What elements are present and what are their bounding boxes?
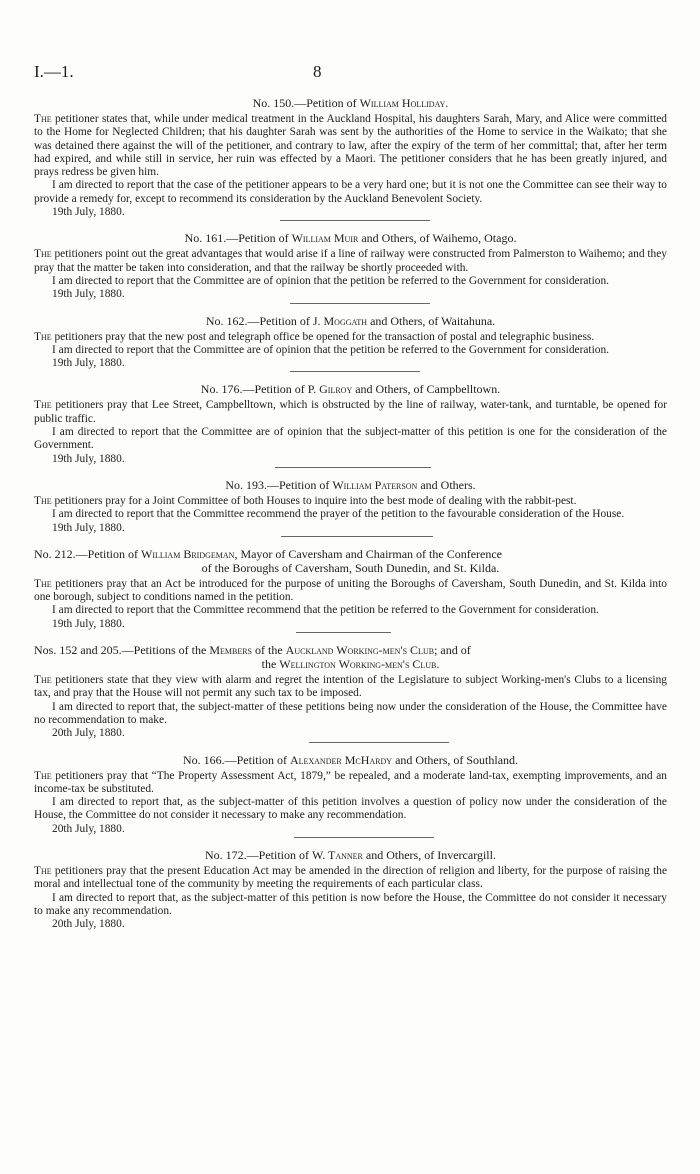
document-body [34,96,667,931]
petitioner-name: W. Tanner [312,847,363,862]
club-name: Wellington Working-men's Club [279,657,437,672]
petition-summary: The petitioners pray for a Joint Committee of both Houses to inquire into the best mode of dealing with the rabbit-pest. [34,494,577,507]
committee-report: I am directed to report that, the subject-matter of these petitions being now under the consideration of the House, the Committee have no recommendation to make. [34,700,667,726]
petition-heading: No. 172.—Petition of W. Tanner and Others, of Invercargill. [205,847,496,862]
committee-report: I am directed to report that, as the subject-matter of this petition is now before the House, the Committee do not consider it necessary to make any recommendation. [34,891,667,917]
club-name: Auckland Working-men's Club [285,643,435,658]
section-divider [275,467,431,468]
petition-193 [34,478,667,537]
petition-162 [34,314,667,373]
page-number: 8 [313,62,322,81]
petition-heading-continued: of the Boroughs of Caversham, South Dunedin, and St. Kilda. [201,560,500,575]
committee-report: I am directed to report that the Committee recommend the prayer of the petition to the favourable consideration of the House. [52,508,625,521]
petition-heading-continued: the Wellington Working-men's Club. [261,657,440,672]
petitioner-name: Alexander McHardy [289,752,393,767]
petition-152-205 [34,643,667,742]
committee-report: I am directed to report that, as the subject-matter of this petition involves a question of policy now under the consideration of the House, the Committee do not consider it necessary to make any recommendation. [34,796,667,822]
report-date: 19th July, 1880. [52,206,125,219]
committee-report: I am directed to report that the Committee recommend that the petition be referred to the Government for consideration. [52,604,599,617]
committee-report: I am directed to report that the Committee are of opinion that the petition be referred to the Government for consideration. [52,274,610,287]
section-divider [290,303,430,304]
petitioner-name: William Paterson [332,477,418,492]
committee-report: I am directed to report that the Committee are of opinion that the petition be referred to the Government for consideration. [52,343,610,356]
petition-summary: The petitioners pray that “The Property Assessment Act, 1879,” be repealed, and a moderate land-tax, exempting improvements, and an income-tax be substituted. [34,769,667,795]
petition-summary: The petitioners pray that the present Education Act may be amended in the direction of religion and liberty, for the purpose of raising the moral and intellectual tone of the community by meeting the requirements of each particular class. [34,864,667,891]
report-date: 19th July, 1880. [52,357,125,370]
petition-heading: Nos. 152 and 205.—Petitions of the Members of the Auckland Working-men's Club; and of the Wellington Working-men's Club. [34,643,667,671]
petitioner-name: P. Gilroy [307,382,353,397]
committee-report: I am directed to report that the case of the petitioner appears to be a very hard one; but it is not one the Committee can see their way to provide a remedy for, except to recommend its consideration by the Auckland Benevolent Society. [34,179,667,205]
petition-summary: The petitioners pray that an Act be introduced for the purpose of uniting the Boroughs of Caversham, South Dunedin, and St. Kilda into one borough, subject to conditions named in the petition. [34,577,667,604]
petition-heading: No. 193.—Petition of William Paterson and Others. [225,477,476,492]
petition-161 [34,231,667,303]
paper-reference: I.—1. [34,62,74,81]
petition-heading: No. 162.—Petition of J. Moggath and Others, of Waitahuna. [205,313,496,328]
petition-summary: The petitioners point out the great advantages that would arise if a line of railway were constructed from Palmerston to Waihemo; and they pray that the matter be taken into consideration, and that the railway be shortly proceeded with. [34,248,667,274]
petition-heading: No. 212.—Petition of William Bridgeman, Mayor of Caversham and Chairman of the Conference of the Boroughs of Caversham, South Dunedin, and St. Kilda. [34,547,667,575]
petition-summary: The petitioners pray that Lee Street, Campbelltown, which is obstructed by the line of railway, water-tank, and turntable, be opened for public traffic. [34,399,667,425]
petition-150 [34,96,667,221]
report-date: 20th July, 1880. [52,918,125,931]
report-date: 20th July, 1880. [52,822,125,835]
section-divider [309,742,449,743]
petition-heading: No. 161.—Petition of William Muir and Others, of Waihemo, Otago. [184,231,517,246]
petition-172 [34,848,667,931]
petition-heading: No. 150.—Petition of William Holliday. [252,96,449,110]
petition-summary: The petitioners state that they view with alarm and regret the intention of the Legislature to subject Working-men's Clubs to a licensing tax, and pray that the House will not permit any such tax to be imposed. [34,674,667,700]
petitioner-name: William Holliday [359,96,446,110]
report-date: 20th July, 1880. [52,727,125,740]
section-divider [280,220,430,221]
report-date: 19th July, 1880. [52,452,125,465]
petition-176 [34,382,667,467]
petitioner-name: Members [209,643,253,658]
section-divider [281,536,433,537]
petition-summary: The petitioner states that, while under medical treatment in the Auckland Hospital, his daughters Sarah, Mary, and Alice were committed to the Home for Neglected Children; that his daughter Sarah was sent by the authorities of the Home to service in the Waikato; that she was detained there against the will of the petitioner, and contrary to law, after the expiry of the term of her committal; that, after her term had expired, and while still in service, her ruin was effected by a Maori. The petitioner considers that he has been greatly injured, and prays redress be given him. [34,113,667,179]
petition-summary: The petitioners pray that the new post and telegraph office be opened for the transaction of postal and telegraphic business. [34,330,595,343]
report-date: 19th July, 1880. [52,288,125,301]
petitioner-name: William Muir [291,231,359,246]
report-date: 19th July, 1880. [52,521,125,534]
report-date: 19th July, 1880. [52,617,125,630]
committee-report: I am directed to report that the Committee are of opinion that the subject-matter of this petition is one for the consideration of the Government. [34,426,667,452]
petition-212 [34,547,667,633]
petitioner-name: William Bridgeman [141,546,235,561]
petition-heading: No. 166.—Petition of Alexander McHardy and Others, of Southland. [182,752,519,767]
petitioner-name: J. Moggath [312,313,368,328]
section-divider [296,632,391,633]
petition-166 [34,753,667,838]
petition-heading: No. 176.—Petition of P. Gilroy and Others, of Campbelltown. [200,382,501,397]
section-divider [290,371,420,372]
section-divider [294,837,434,838]
